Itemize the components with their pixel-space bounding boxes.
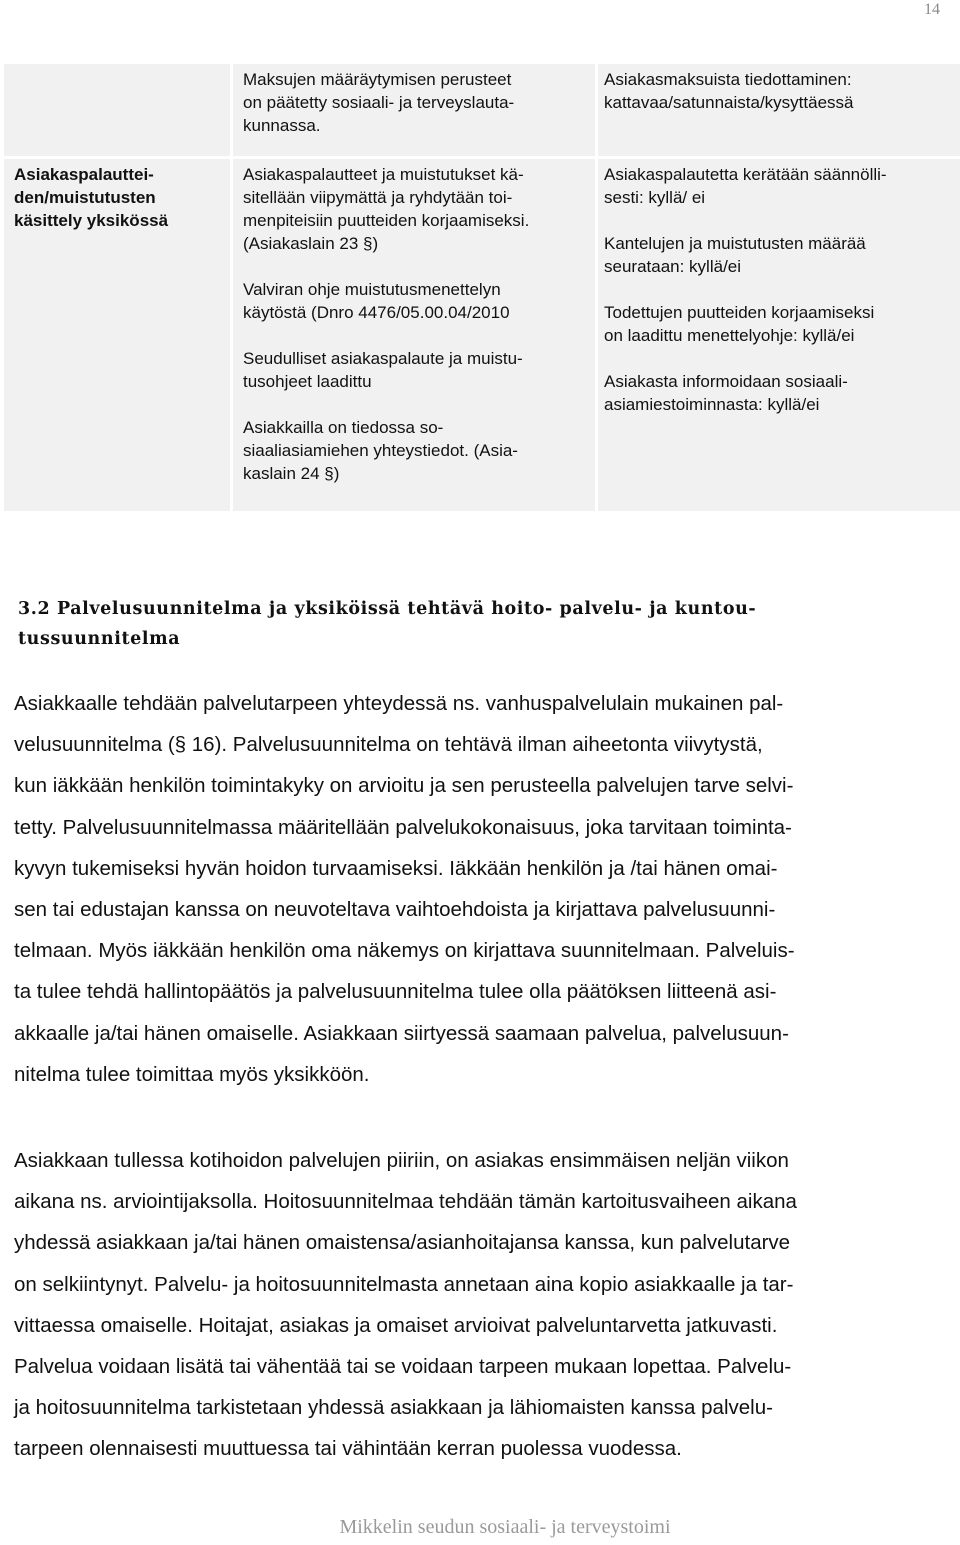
info-table xyxy=(4,64,960,511)
cell-paragraph xyxy=(243,347,589,393)
table-row1-col3-cell xyxy=(598,64,960,156)
text-line: velusuunnitelma (§ 16). Palvelusuunnitelma on tehtävä ilman aiheetonta viivytystä, xyxy=(14,733,763,757)
text-line: menpiteisiin puutteiden korjaamiseksi. xyxy=(243,211,530,230)
text-line: Asiakasta informoidaan sosiaali- xyxy=(604,372,848,391)
page-number: 14 xyxy=(924,1,940,18)
table-row2-col3-cell xyxy=(598,159,960,511)
body-paragraph-1 xyxy=(14,683,942,1095)
table-row2-col2-cell xyxy=(233,159,595,511)
text-line: vittaessa omaiselle. Hoitajat, asiakas ja omaiset arvioivat palveluntarvetta jatkuvasti. xyxy=(14,1313,778,1337)
text-line: tusohjeet laadittu xyxy=(243,372,372,391)
text-line: Asiakasmaksuista tiedottaminen: xyxy=(604,70,852,89)
page-footer: Mikkelin seudun sosiaali- ja terveystoimi xyxy=(339,1516,671,1538)
text-line: ja hoitosuunnitelma tarkistetaan yhdessä asiakkaan ja lähiomaisten kanssa palvelu- xyxy=(14,1396,773,1420)
text-line: ta tulee tehdä hallintopäätös ja palvelusuunnitelma tulee olla päätöksen liitteenä asi- xyxy=(14,980,777,1004)
text-line: telmaan. Myös iäkkään henkilön oma näkemys on kirjattava suunnitelmaan. Palveluis- xyxy=(14,939,795,963)
cell-paragraph xyxy=(604,301,954,347)
table-row1-col2-cell xyxy=(233,64,595,156)
text-line: Valviran ohje muistutusmenettelyn xyxy=(243,280,501,299)
text-line: Todettujen puutteiden korjaamiseksi xyxy=(604,303,875,322)
text-line: Seudulliset asiakaspalaute ja muistu- xyxy=(243,349,523,368)
cell-paragraph xyxy=(604,232,954,278)
text-line: den/muistutusten xyxy=(14,188,156,207)
text-line: asiamiestoiminnasta: kyllä/ei xyxy=(604,395,820,414)
table-row1-label-cell xyxy=(4,64,230,156)
cell-paragraph xyxy=(243,163,589,255)
text-line: Maksujen määräytymisen perusteet xyxy=(243,70,512,89)
heading-line: tussuunnitelma xyxy=(18,629,181,649)
text-line: Asiakkailla on tiedossa so- xyxy=(243,418,444,437)
text-line: käytöstä (Dnro 4476/05.00.04/2010 xyxy=(243,303,510,322)
cell-paragraph xyxy=(243,278,589,324)
text-line: kyvyn tukemiseksi hyvän hoidon turvaamiseksi. Iäkkään henkilön ja /tai hänen omai- xyxy=(14,856,778,880)
text-line: siaaliasiamiehen yhteystiedot. (Asia- xyxy=(243,441,518,460)
cell-paragraph xyxy=(243,416,589,485)
text-line: on selkiintynyt. Palvelu- ja hoitosuunnitelmasta annetaan aina kopio asiakkaalle ja tar- xyxy=(14,1272,794,1296)
text-line: Kantelujen ja muistutusten määrää xyxy=(604,234,866,253)
table-row2-label-cell xyxy=(4,159,230,511)
text-line: tetty. Palvelusuunnitelmassa määritellään palvelukokonaisuus, joka tarvitaan toiminta- xyxy=(14,815,792,839)
text-line: nitelma tulee toimittaa myös yksikköön. xyxy=(14,1062,370,1086)
section-heading xyxy=(18,594,938,654)
text-line: kattavaa/satunnaista/kysyttäessä xyxy=(604,93,854,112)
text-line: on laadittu menettelyohje: kyllä/ei xyxy=(604,326,855,345)
text-line: Asiakkaan tullessa kotihoidon palvelujen piiriin, on asiakas ensimmäisen neljän viikon xyxy=(14,1149,789,1172)
text-line: Palvelua voidaan lisätä tai vähentää tai se voidaan tarpeen mukaan lopettaa. Palvelu- xyxy=(14,1355,792,1379)
heading-line: 3.2 Palvelusuunnitelma ja yksiköissä tehtävä hoito- palvelu- ja kuntou- xyxy=(18,599,757,619)
text-line: Asiakkaalle tehdään palvelutarpeen yhteydessä ns. vanhuspalvelulain mukainen pal- xyxy=(14,692,784,715)
text-line: kun iäkkään henkilön toimintakyky on arvioitu ja sen perusteella palvelujen tarve selvi- xyxy=(14,774,794,798)
text-line: yhdessä asiakkaan ja/tai hänen omaistensa/asianhoitajansa kanssa, kun palvelutarve xyxy=(14,1231,791,1255)
text-line: tarpeen olennaisesti muuttuessa tai vähintään kerran puolessa vuodessa. xyxy=(14,1437,682,1461)
text-line: käsittely yksikössä xyxy=(14,211,169,230)
text-line: aikana ns. arviointijaksolla. Hoitosuunnitelmaa tehdään tämän kartoitusvaiheen aikana xyxy=(14,1190,797,1214)
body-paragraph-2 xyxy=(14,1140,942,1470)
text-line: seurataan: kyllä/ei xyxy=(604,257,742,276)
text-line: Asiakaspalautetta kerätään säännölli- xyxy=(604,165,887,184)
text-line: kaslain 24 §) xyxy=(243,464,340,483)
cell-paragraph xyxy=(604,163,954,209)
text-line: kunnassa. xyxy=(243,116,321,135)
text-line: sen tai edustajan kanssa on neuvoteltava vaihtoehdoista ja kirjattava palvelusuunni- xyxy=(14,898,776,922)
text-line: sesti: kyllä/ ei xyxy=(604,188,706,207)
text-line: akkaalle ja/tai hänen omaiselle. Asiakkaan siirtyessä saamaan palvelua, palvelusuun- xyxy=(14,1021,789,1045)
text-line: on päätetty sosiaali- ja terveyslauta- xyxy=(243,93,515,112)
text-line: sitellään viipymättä ja ryhdytään toi- xyxy=(243,188,513,207)
text-line: (Asiakaslain 23 §) xyxy=(243,234,379,253)
cell-paragraph xyxy=(604,370,954,416)
text-line: Asiakaspalautteet ja muistutukset kä- xyxy=(243,165,524,184)
text-line: Asiakaspalauttei- xyxy=(14,165,154,184)
